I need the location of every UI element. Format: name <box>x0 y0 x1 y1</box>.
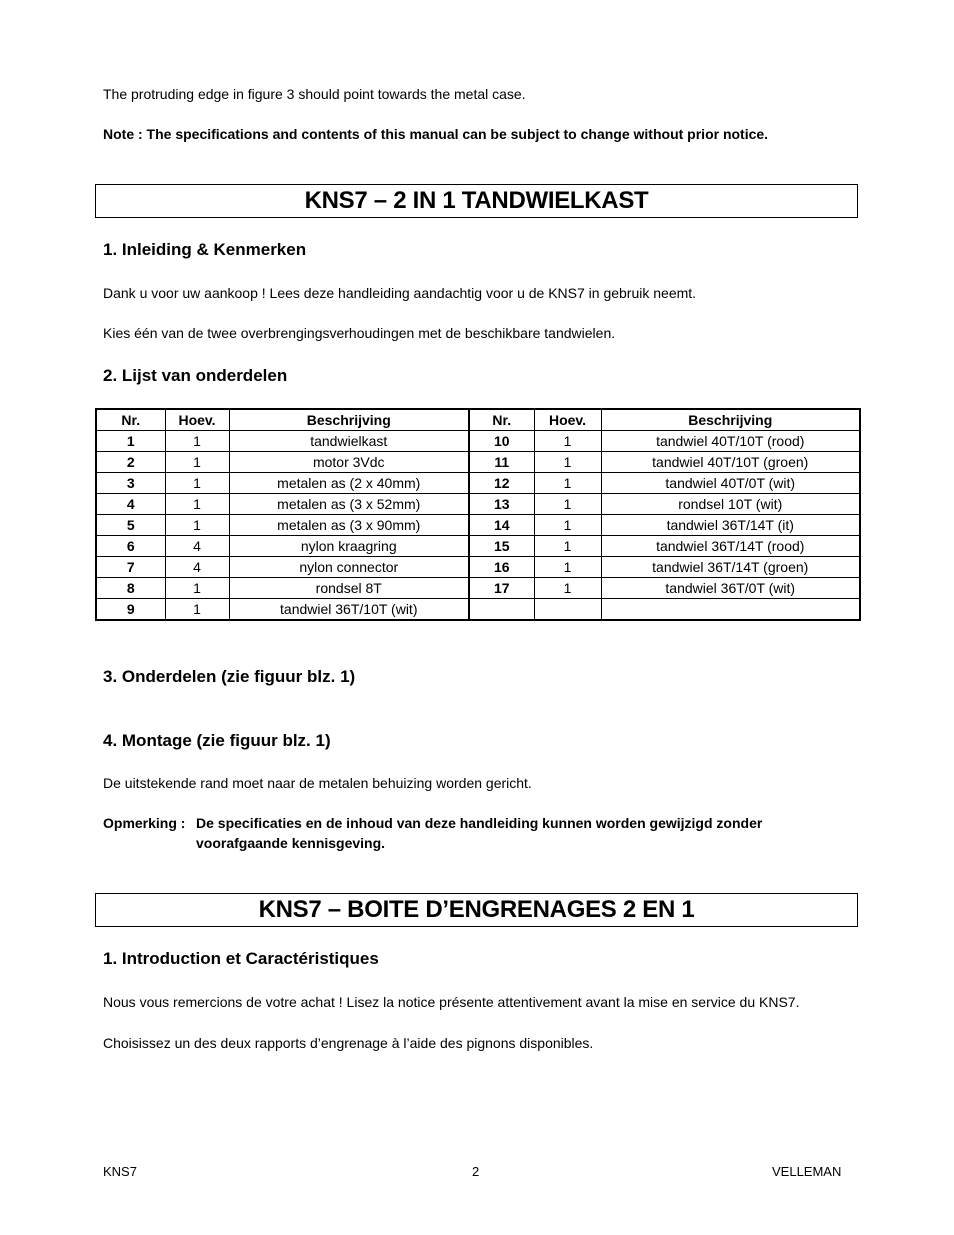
cell-description: tandwiel 36T/14T (groen) <box>601 557 860 578</box>
cell-qty: 1 <box>534 473 601 494</box>
cell-description: motor 3Vdc <box>229 452 469 473</box>
cell-nr: 8 <box>96 578 165 599</box>
cell-qty: 1 <box>165 578 229 599</box>
col-header-nr: Nr. <box>469 409 534 431</box>
parts-table <box>95 408 861 621</box>
cell-qty: 1 <box>534 494 601 515</box>
col-header-description: Beschrijving <box>601 409 860 431</box>
cell-qty: 4 <box>165 557 229 578</box>
cell-nr: 7 <box>96 557 165 578</box>
table-row <box>96 536 860 557</box>
table-row <box>96 515 860 536</box>
cell-description: nylon connector <box>229 557 469 578</box>
cell-description: metalen as (3 x 52mm) <box>229 494 469 515</box>
table-row <box>96 599 860 621</box>
cell-nr: 9 <box>96 599 165 621</box>
col-header-qty: Hoev. <box>534 409 601 431</box>
cell-qty: 1 <box>534 452 601 473</box>
cell-description: tandwiel 36T/14T (it) <box>601 515 860 536</box>
col-header-qty: Hoev. <box>165 409 229 431</box>
col-header-description: Beschrijving <box>229 409 469 431</box>
nl-section-title: KNS7 – 2 IN 1 TANDWIELKAST <box>95 184 858 218</box>
footer-page-number: 2 <box>472 1164 480 1179</box>
cell-nr: 12 <box>469 473 534 494</box>
cell-qty: 1 <box>165 599 229 621</box>
cell-nr: 10 <box>469 431 534 452</box>
cell-description: tandwiel 36T/14T (rood) <box>601 536 860 557</box>
nl-intro-paragraph-1: Dank u voor uw aankoop ! Lees deze handleiding aandachtig voor u de KNS7 in gebruik neemt. <box>103 285 697 301</box>
cell-qty: 1 <box>165 431 229 452</box>
nl-heading-introduction: 1. Inleiding & Kenmerken <box>103 240 307 259</box>
nl-note-label: Opmerking : <box>103 815 186 831</box>
cell-qty: 1 <box>165 473 229 494</box>
table-row <box>96 557 860 578</box>
cell-nr: 2 <box>96 452 165 473</box>
cell-nr: 16 <box>469 557 534 578</box>
cell-qty: 1 <box>165 515 229 536</box>
cell-qty: 4 <box>165 536 229 557</box>
cell-qty: 1 <box>534 515 601 536</box>
table-row <box>96 431 860 452</box>
cell-description: rondsel 8T <box>229 578 469 599</box>
fr-intro-paragraph-2: Choisissez un des deux rapports d’engrenage à l’aide des pignons disponibles. <box>103 1035 594 1051</box>
cell-nr: 1 <box>96 431 165 452</box>
nl-assembly-paragraph: De uitstekende rand moet naar de metalen behuizing worden gericht. <box>103 775 532 791</box>
nl-heading-parts: 3. Onderdelen (zie figuur blz. 1) <box>103 667 356 686</box>
table-row <box>96 494 860 515</box>
col-header-nr: Nr. <box>96 409 165 431</box>
cell-nr: 14 <box>469 515 534 536</box>
cell-description: tandwiel 40T/10T (groen) <box>601 452 860 473</box>
cell-description <box>601 599 860 621</box>
nl-note-line-2: voorafgaande kennisgeving. <box>196 835 386 851</box>
footer-brand: VELLEMAN <box>772 1164 842 1179</box>
footer-model: KNS7 <box>103 1164 137 1179</box>
cell-qty: 1 <box>165 494 229 515</box>
table-row <box>96 452 860 473</box>
cell-description: tandwiel 40T/10T (rood) <box>601 431 860 452</box>
cell-nr: 15 <box>469 536 534 557</box>
intro-note-text: Note : The specifications and contents of this manual can be subject to change without prior notice. <box>103 126 769 142</box>
cell-nr: 5 <box>96 515 165 536</box>
cell-description: tandwiel 36T/0T (wit) <box>601 578 860 599</box>
parts-table-header-row <box>96 409 860 431</box>
nl-heading-assembly: 4. Montage (zie figuur blz. 1) <box>103 731 331 750</box>
cell-nr: 6 <box>96 536 165 557</box>
cell-qty: 1 <box>534 578 601 599</box>
nl-heading-parts-list: 2. Lijst van onderdelen <box>103 366 288 385</box>
table-row <box>96 473 860 494</box>
cell-description: tandwiel 36T/10T (wit) <box>229 599 469 621</box>
fr-section-title: KNS7 – BOITE D’ENGRENAGES 2 EN 1 <box>95 893 858 927</box>
nl-note-line-1: De specificaties en de inhoud van deze handleiding kunnen worden gewijzigd zonder <box>196 815 763 831</box>
cell-qty: 1 <box>534 536 601 557</box>
cell-nr: 17 <box>469 578 534 599</box>
cell-nr: 13 <box>469 494 534 515</box>
cell-description: metalen as (2 x 40mm) <box>229 473 469 494</box>
cell-nr: 3 <box>96 473 165 494</box>
cell-qty: 1 <box>165 452 229 473</box>
table-row <box>96 578 860 599</box>
fr-heading-introduction: 1. Introduction et Caractéristiques <box>103 949 379 968</box>
nl-intro-paragraph-2: Kies één van de twee overbrengingsverhoudingen met de beschikbare tandwielen. <box>103 325 616 341</box>
cell-description: nylon kraagring <box>229 536 469 557</box>
cell-nr: 4 <box>96 494 165 515</box>
cell-qty: 1 <box>534 431 601 452</box>
cell-description: rondsel 10T (wit) <box>601 494 860 515</box>
cell-description: tandwielkast <box>229 431 469 452</box>
fr-intro-paragraph-1: Nous vous remercions de votre achat ! Lisez la notice présente attentivement avant la mise en service du KNS7. <box>103 994 800 1010</box>
cell-nr <box>469 599 534 621</box>
cell-qty <box>534 599 601 621</box>
intro-protruding-edge-text: The protruding edge in figure 3 should point towards the metal case. <box>103 86 526 102</box>
cell-description: metalen as (3 x 90mm) <box>229 515 469 536</box>
cell-description: tandwiel 40T/0T (wit) <box>601 473 860 494</box>
cell-qty: 1 <box>534 557 601 578</box>
cell-nr: 11 <box>469 452 534 473</box>
